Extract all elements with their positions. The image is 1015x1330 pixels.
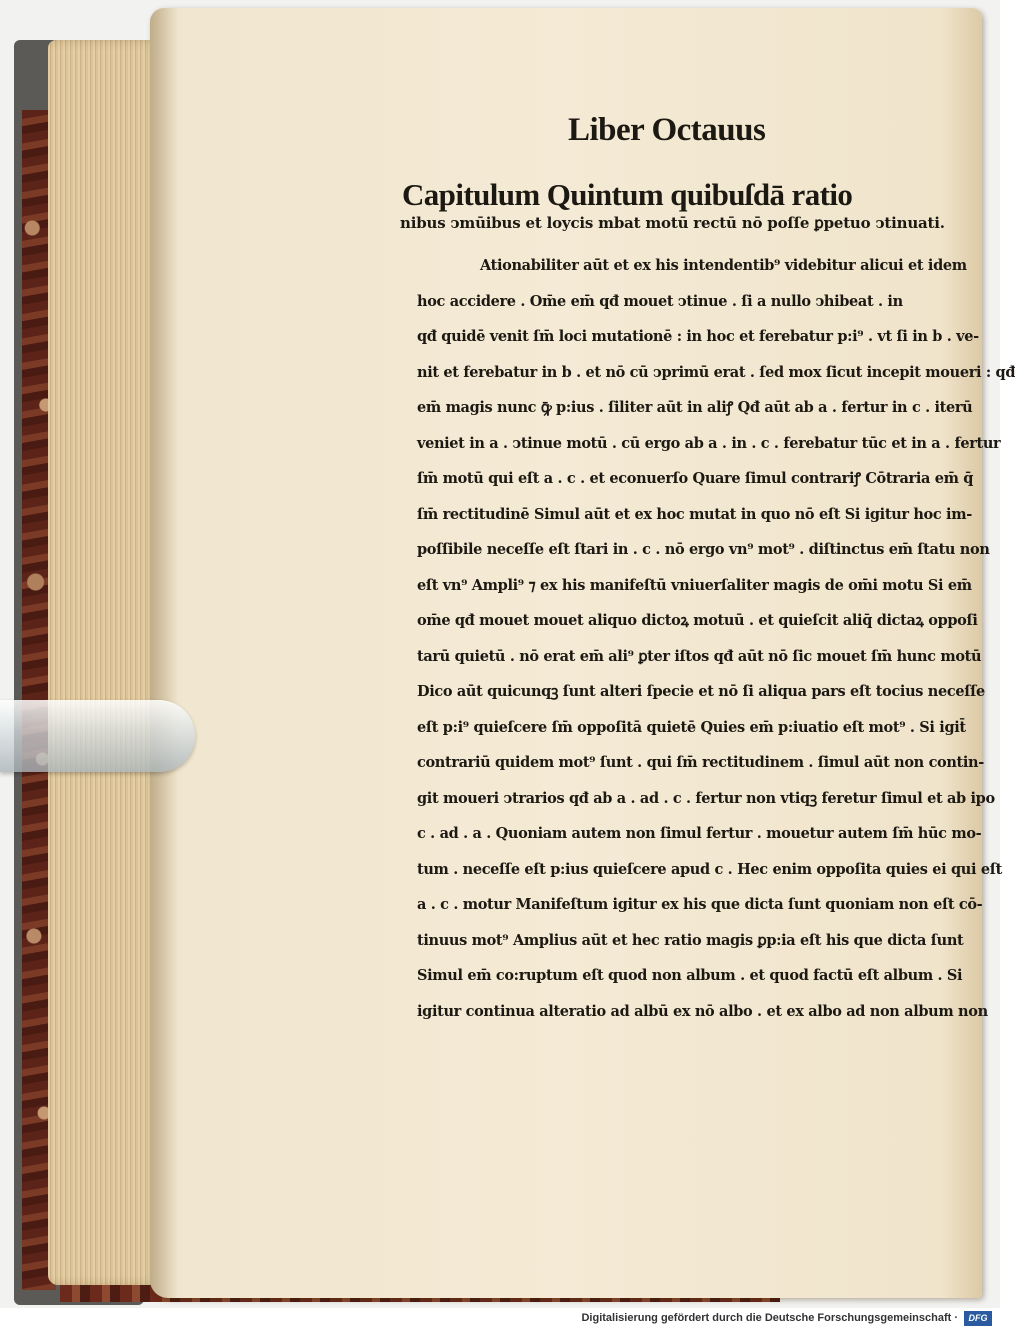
chapter-title: Capitulum Quintum quibuſdā ratio xyxy=(402,177,853,212)
text-line: qđ quidē venit ſm̄ loci mutationē : in hoc et ferebatur p:i⁹ . vt ſi in b . ve- xyxy=(417,328,979,345)
text-line: tum . neceſſe eſt p:ius quieſcere apud c . Hec enim oppoſita quies ei qui eſt xyxy=(417,860,1002,878)
running-heading: Liber Octauus xyxy=(568,112,766,148)
funding-notice: Digitalisierung gefördert durch die Deutsche Forschungsgemeinschaft · xyxy=(581,1312,958,1324)
text-line: ſm̄ rectitudinē Simul aūt et ex hoc mutat in quo nō eſt Si igitur hoc im- xyxy=(417,505,972,523)
text-line: hoc accidere . Om̄e em̄ qđ mouet ↄtinue . ſi a nullo ↄhibeat . in xyxy=(417,292,903,310)
body-text xyxy=(380,248,1015,1029)
text-line: Simul em̄ co:ruptum eſt quod non album . et quod factū eſt album . Si xyxy=(417,967,963,984)
text-line: Dico aūt quicunqꝫ ſunt alteri ſpecie et nō ſi aliqua pars eſt tocius neceſſe xyxy=(417,683,985,700)
text-line: ſm̄ motū qui eſt a . c . et econuerſo Quare ſimul contrariꝭ Cōtraria em̄ q̄ xyxy=(417,470,974,487)
dfg-logo: DFG xyxy=(964,1311,992,1326)
text-line: git moueri ↄtrarios qđ ab a . ad . c . fertur non vtiqꝫ feretur ſimul et ab ipo xyxy=(417,789,995,807)
text-line: poſſibile neceſſe eſt ſtari in . c . nō ergo vn⁹ mot⁹ . diſtinctus em̄ ſtatu non xyxy=(417,541,990,558)
text-line: c . ad . a . Quoniam autem non ſimul fertur . mouetur autem ſm̄ hūc mo- xyxy=(417,825,982,842)
text-line: eſt p:i⁹ quieſcere ſm̄ oppoſitā quietē Quies em̄ p:iuatio eſt mot⁹ . Si igit̄ xyxy=(417,718,966,736)
text-block xyxy=(380,112,1015,1029)
text-line: eſt vn⁹ Ampli⁹ ⁊ ex his manifeſtū vniuerſaliter magis de om̄i motu Si em̄ xyxy=(417,576,972,594)
text-line: a . c . motur Manifeſtum igitur ex his que dicta ſunt quoniam non eſt cō- xyxy=(417,896,983,913)
text-line: em̄ magis nunc ꝙ̄ p:ius . ſiliter aūt in aliꝭ Qđ aūt ab a . fertur in c . iterū xyxy=(417,399,973,416)
spine-shadow xyxy=(150,8,178,1298)
text-line: tarū quietū . nō erat em̄ ali⁹ ꝑter iſtos qđ aūt nō ſic mouet ſm̄ hunc motū xyxy=(417,647,982,665)
text-line: igitur continua alteratio ad albū ex nō albo . et ex albo ad non album non xyxy=(417,1002,988,1020)
chapter-subtitle: nibus ↄmūibus et loycis mbat motū rectū nō poſſe ꝑpetuo ↄtinuati. xyxy=(400,214,945,232)
text-line: tinuus mot⁹ Amplius aūt et hec ratio magis ꝑp:ia eſt his que dicta ſunt xyxy=(417,931,964,949)
text-line: contrariū quidem mot⁹ ſunt . qui ſm̄ rectitudinem . ſimul aūt non contin- xyxy=(417,754,984,771)
glass-pointer xyxy=(0,700,195,772)
text-line: om̄e qđ mouet mouet aliquo dictoꝝ motuū . et quieſcit aliq̄ dictaꝝ oppoſi xyxy=(417,612,978,629)
text-line: veniet in a . ↄtinue motū . cū ergo ab a . in . c . ferebatur tūc et in a . fertur xyxy=(417,434,1001,452)
text-line: nit et ferebatur in b . et nō cū ↄprimū erat . ſed mox ſicut incepit moueri : qđ xyxy=(417,363,1015,381)
text-line: Ationabiliter aūt et ex his intendentib⁹ videbitur alicui et idem xyxy=(480,257,967,274)
footer-bar xyxy=(0,1308,1000,1330)
